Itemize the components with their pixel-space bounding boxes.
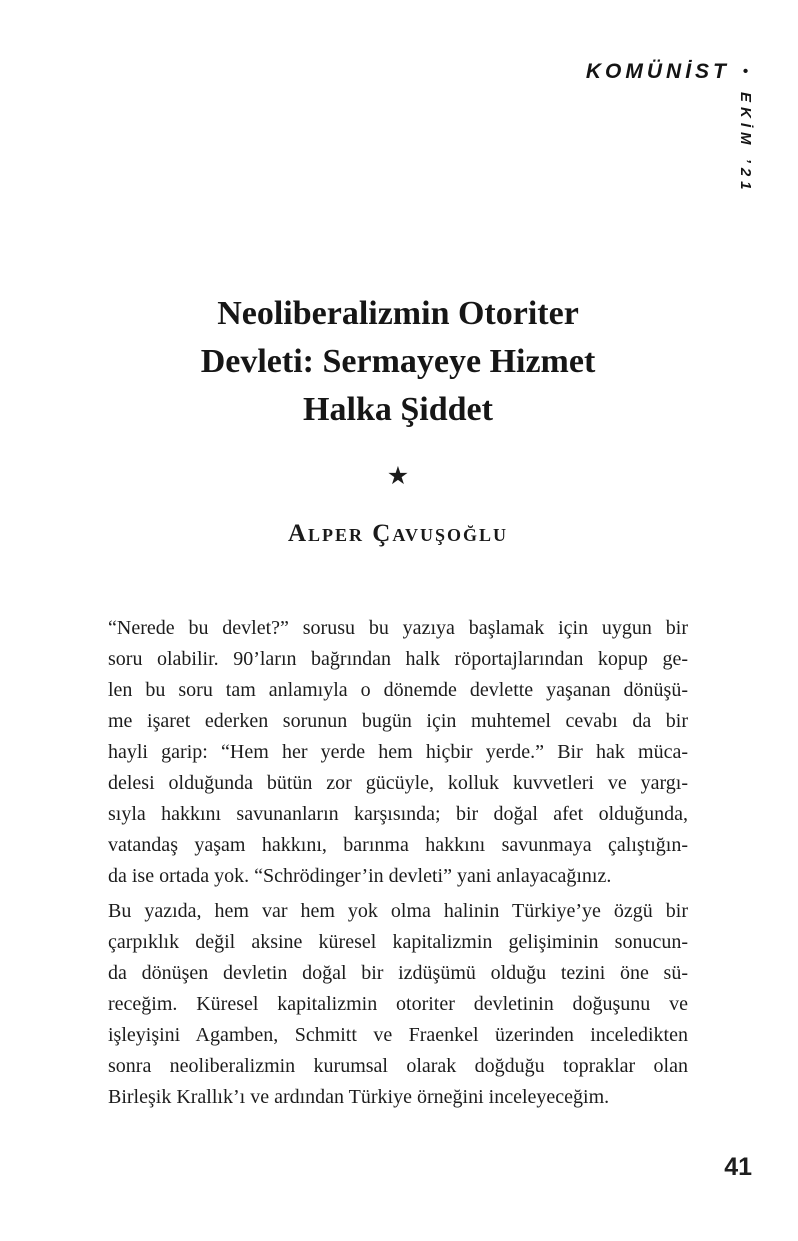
body-text-line: işleyişini Agamben, Schmitt ve Fraenkel üzerinden inceledikten: [108, 1024, 688, 1046]
title-line: Neoliberalizmin Otoriter: [217, 295, 579, 332]
paragraph: [108, 613, 688, 892]
body-text-line: len bu soru tam anlamıyla o dönemde devlette yaşanan dönüşü-: [108, 679, 688, 701]
body-text-line: hayli garip: “Hem her yerde hem hiçbir yerde.” Bir hak müca-: [108, 741, 688, 763]
bullet-icon: •: [742, 63, 748, 80]
body-text-line: delesi olduğunda bütün zor gücüyle, kolluk kuvvetleri ve yargı-: [108, 772, 688, 794]
title-line: Halka Şiddet: [303, 391, 493, 428]
body-text-line: “Nerede bu devlet?” sorusu bu yazıya başlamak için uygun bir: [108, 617, 688, 639]
title-line: Devleti: Sermayeye Hizmet: [200, 343, 596, 380]
paragraph: [108, 896, 688, 1113]
body-text-line: da dönüşen devletin doğal bir izdüşümü olduğu tezini öne sü-: [108, 962, 688, 984]
body-text-line: vatandaş yaşam hakkını, barınma hakkını savunmaya çalıştığın-: [108, 834, 688, 856]
star-icon: ★: [386, 463, 410, 490]
body-text-line: Birleşik Krallık’ı ve ardından Türkiye örneğini inceleyeceğim.: [108, 1086, 610, 1108]
body-text-line: soru olabilir. 90’ların bağrından halk röportajlarından kopup ge-: [108, 648, 688, 670]
article-body: [108, 613, 688, 1117]
body-text-line: sıyla hakkını savunanların karşısında; bir doğal afet olduğunda,: [108, 803, 688, 825]
journal-masthead: [586, 60, 748, 84]
body-text-line: sonra neoliberalizmin kurumsal olarak doğduğu topraklar olan: [108, 1055, 688, 1077]
body-text-line: da ise ortada yok. “Schrödinger’in devleti” yani anlayacağınız.: [108, 865, 612, 887]
article-title: [108, 290, 688, 434]
body-text-line: me işaret ederken sorunun bugün için muhtemel cevabı da bir: [108, 710, 688, 732]
page-number: 41: [724, 1153, 752, 1181]
issue-date: EKİM ’21: [737, 92, 754, 195]
author-name: Alper Çavuşoğlu: [287, 520, 509, 547]
body-text-line: receğim. Küresel kapitalizmin otoriter devletinin doğuşunu ve: [108, 993, 688, 1015]
body-text-line: çarpıklık değil aksine küresel kapitalizmin gelişiminin sonucun-: [108, 931, 688, 953]
journal-title: KOMÜNİST: [585, 60, 730, 83]
body-text-line: Bu yazıda, hem var hem yok olma halinin Türkiye’ye özgü bir: [108, 900, 688, 922]
